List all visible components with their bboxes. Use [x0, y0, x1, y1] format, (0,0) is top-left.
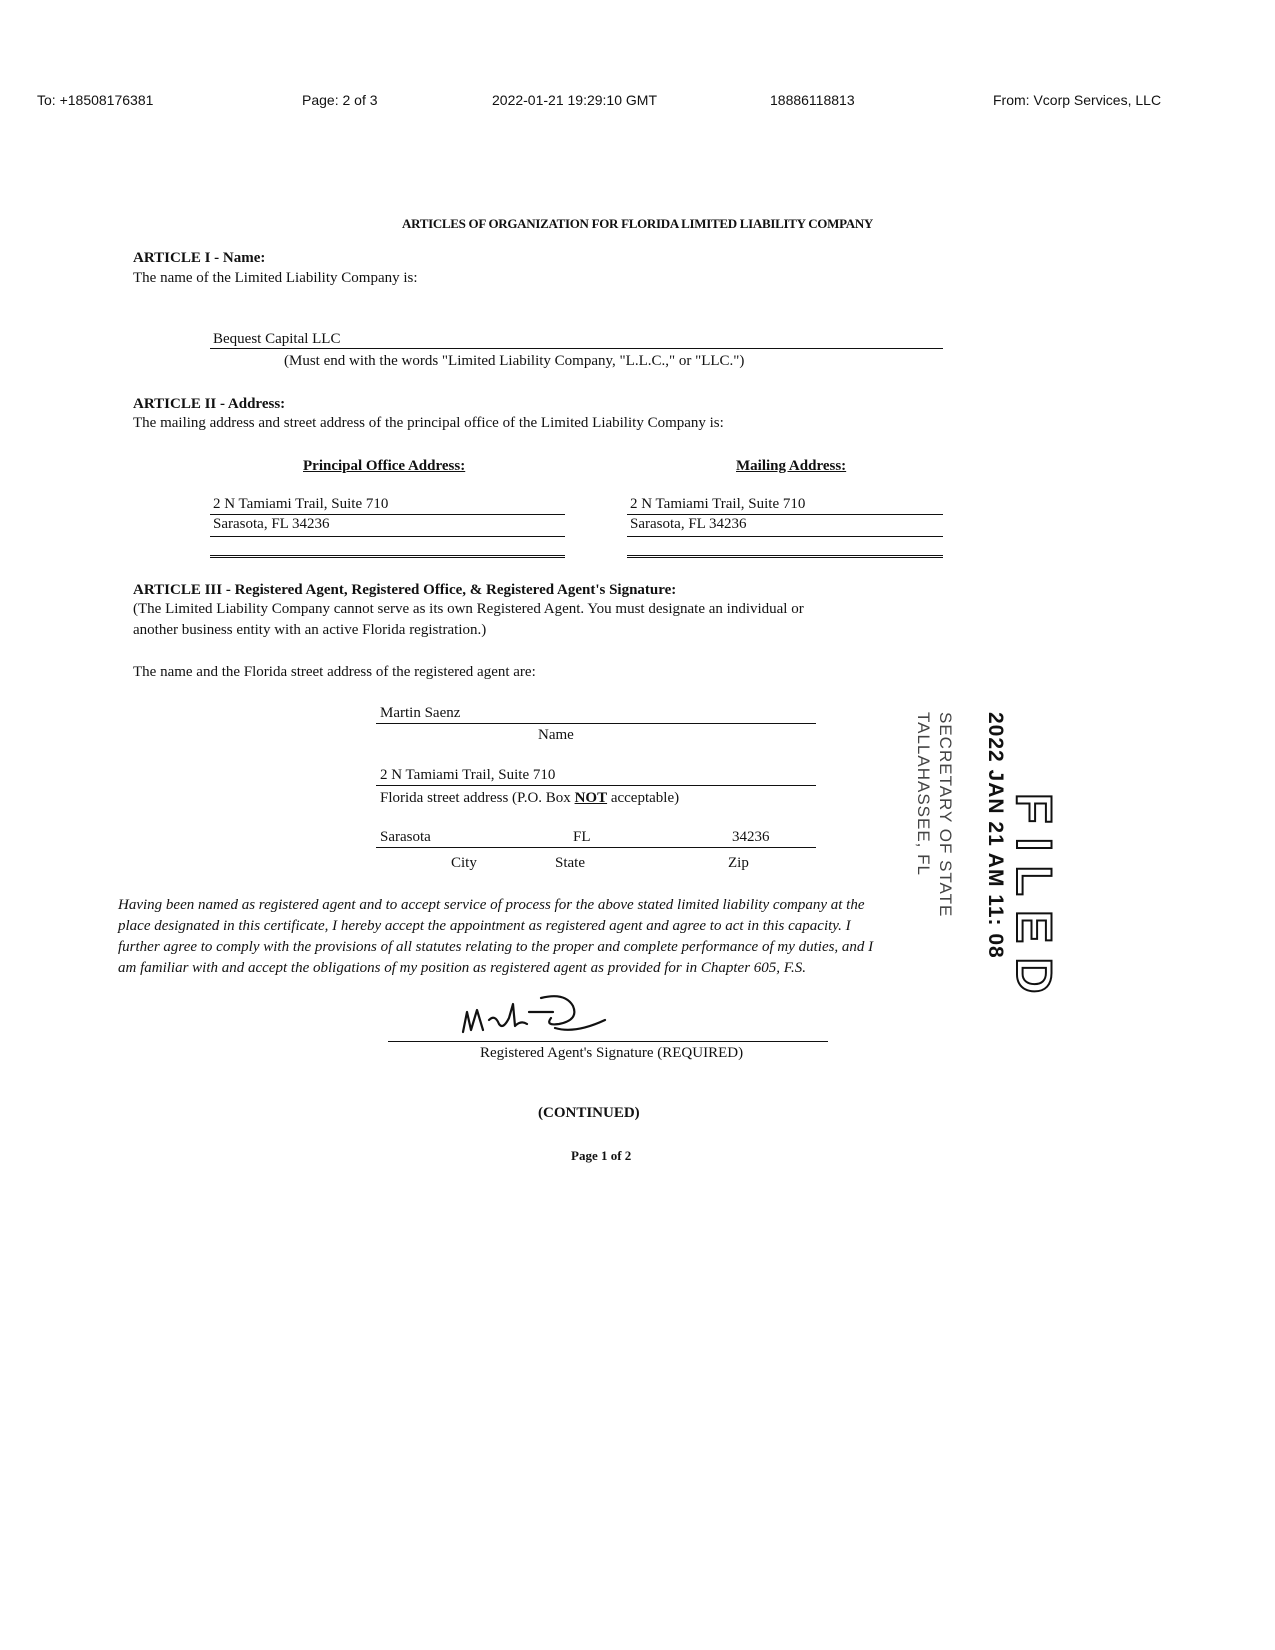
acceptance-line3: further agree to comply with the provisions of all statutes relating to the proper and complete performance of my duties, and I: [118, 939, 874, 955]
acceptance-line1: Having been named as registered agent and to accept service of process for the above stated limited liability company at the: [118, 897, 865, 913]
filed-stamp: FILED: [1006, 793, 1062, 1008]
document-title: ARTICLES OF ORGANIZATION FOR FLORIDA LIMITED LIABILITY COMPANY: [401, 216, 874, 231]
mailing-line2: Sarasota, FL 34236: [630, 516, 747, 532]
principal-line2-rule: [210, 536, 565, 537]
state-label: State: [555, 855, 585, 871]
agent-street-label: [380, 790, 679, 807]
acceptance-line2: place designated in this certificate, I hereby accept the appointment as registered agent and agree to act in this capacity. I: [118, 918, 851, 934]
agent-street-rule: [376, 785, 816, 786]
stamp-datetime: 2022 JAN 21 AM 11: 08: [984, 712, 1007, 959]
article3-note-line2: another business entity with an active Florida registration.): [133, 622, 487, 638]
zip-label: Zip: [728, 855, 749, 871]
continued-label: (CONTINUED): [538, 1105, 640, 1121]
company-name-note: (Must end with the words "Limited Liability Company, "L.L.C.," or "LLC."): [284, 353, 745, 369]
acceptance-line4: am familiar with and accept the obligations of my position as registered agent as provided for in Chapter 605, F.S.: [118, 960, 807, 976]
fax-from: From: Vcorp Services, LLC: [993, 92, 1162, 108]
street-label-pre: Florida street address (P.O. Box: [380, 790, 575, 806]
mailing-line2-rule: [627, 536, 943, 537]
agent-zip-value: 34236: [732, 829, 770, 845]
agent-state-value: FL: [573, 829, 591, 845]
agent-signature: [455, 990, 625, 1040]
article3-note-line1: (The Limited Liability Company cannot serve as its own Registered Agent. You must designate an individual or: [133, 601, 804, 617]
signature-rule: [388, 1041, 828, 1042]
stamp-city: TALLAHASSEE, FL: [914, 712, 933, 876]
fax-page: Page: 2 of 3: [302, 92, 378, 108]
article1-text: The name of the Limited Liability Company is:: [133, 270, 418, 286]
mailing-line3-rule: [627, 555, 943, 558]
article2-text: The mailing address and street address of the principal office of the Limited Liability Company is:: [133, 415, 724, 431]
stamp-office: SECRETARY OF STATE: [936, 712, 955, 918]
article2-heading: ARTICLE II - Address:: [133, 396, 286, 412]
mailing-line1: 2 N Tamiami Trail, Suite 710: [630, 496, 806, 512]
principal-office-label: Principal Office Address:: [303, 458, 466, 474]
article1-heading: ARTICLE I - Name:: [133, 250, 266, 266]
fax-datetime: 2022-01-21 19:29:10 GMT: [492, 92, 657, 108]
article3-intro: The name and the Florida street address of the registered agent are:: [133, 664, 536, 680]
company-name-value: Bequest Capital LLC: [213, 331, 341, 347]
agent-street-value: 2 N Tamiami Trail, Suite 710: [380, 767, 556, 783]
agent-name-label: Name: [538, 727, 574, 743]
mailing-line1-rule: [627, 514, 943, 515]
principal-line3-rule: [210, 555, 565, 558]
signature-label: Registered Agent's Signature (REQUIRED): [480, 1045, 744, 1061]
street-label-not: NOT: [574, 790, 608, 806]
article3-heading: ARTICLE III - Registered Agent, Registered Office, & Registered Agent's Signature:: [133, 582, 677, 598]
principal-line1: 2 N Tamiami Trail, Suite 710: [213, 496, 389, 512]
agent-name-rule: [376, 723, 816, 724]
fax-number: 18886118813: [770, 92, 855, 108]
fax-to: To: +18508176381: [37, 92, 154, 108]
agent-name-value: Martin Saenz: [380, 705, 461, 721]
agent-city-value: Sarasota: [380, 829, 431, 845]
company-name-line: [210, 348, 943, 349]
principal-line1-rule: [210, 514, 565, 515]
city-label: City: [451, 855, 477, 871]
agent-city-rule: [376, 847, 816, 848]
street-label-post: acceptable): [607, 790, 680, 806]
page-footer: Page 1 of 2: [571, 1148, 632, 1163]
principal-line2: Sarasota, FL 34236: [213, 516, 330, 532]
mailing-address-label: Mailing Address:: [736, 458, 847, 474]
